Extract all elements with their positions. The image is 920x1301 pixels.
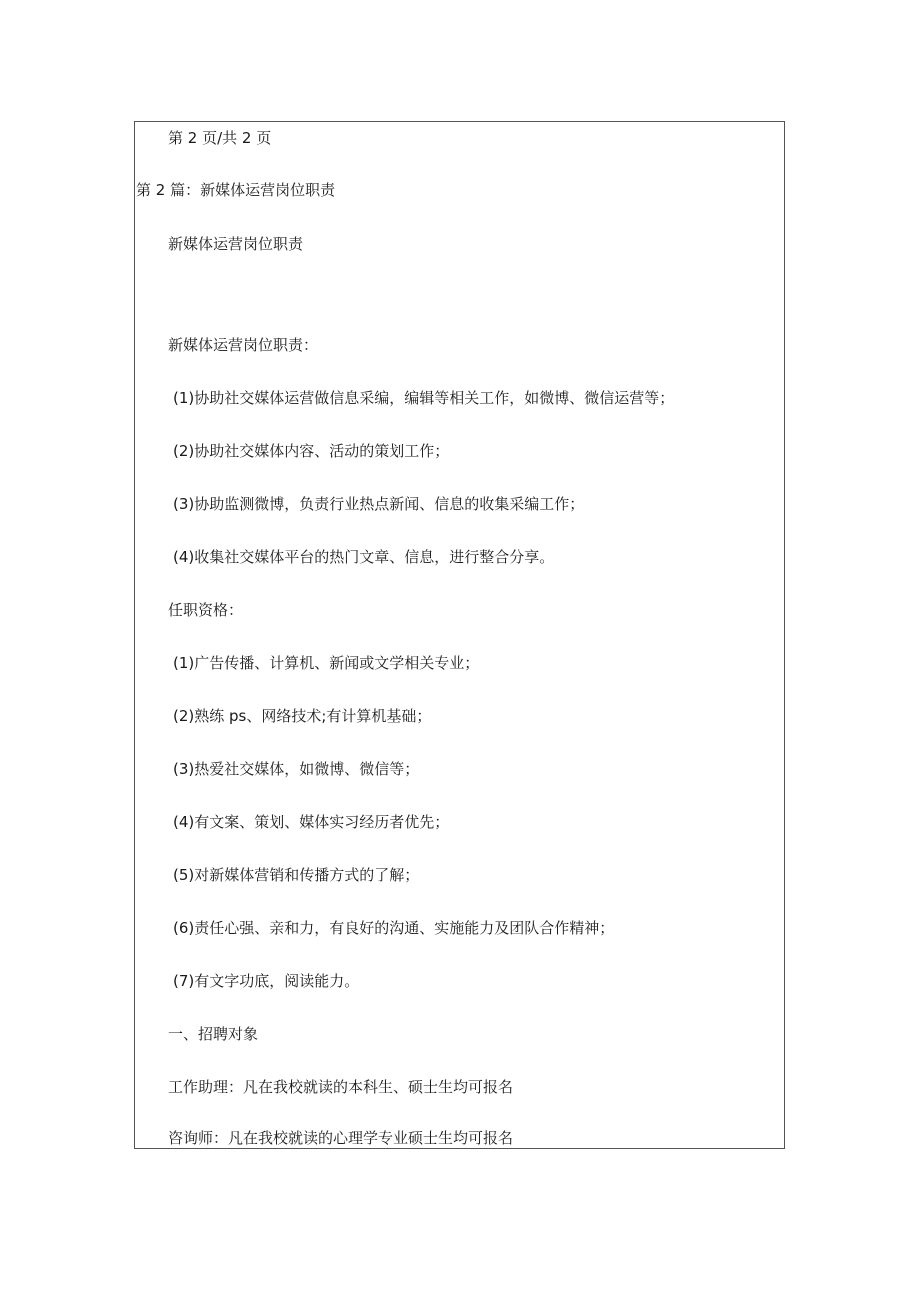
recruitment-section-title: 一、招聘对象 (168, 1025, 259, 1043)
qualification-item: (6)责任心强、亲和力，有良好的沟通、实施能力及团队合作精神； (173, 919, 615, 937)
document-frame (134, 121, 785, 1149)
qualifications-label: 任职资格： (168, 601, 244, 619)
qualification-item: (1)广告传播、计算机、新闻或文学相关专业； (173, 654, 480, 672)
duty-item: (2)协助社交媒体内容、活动的策划工作； (173, 442, 450, 460)
recruitment-item: 工作助理：凡在我校就读的本科生、硕士生均可报名 (168, 1078, 514, 1096)
recruitment-item: 咨询师：凡在我校就读的心理学专业硕士生均可报名 (168, 1129, 514, 1147)
duty-item: (4)收集社交媒体平台的热门文章、信息，进行整合分享。 (173, 548, 555, 566)
qualification-item: (7)有文字功底，阅读能力。 (173, 972, 360, 990)
duty-item: (1)协助社交媒体运营做信息采编，编辑等相关工作，如微博、微信运营等； (173, 389, 675, 407)
duty-item: (3)协助监测微博，负责行业热点新闻、信息的收集采编工作； (173, 495, 585, 513)
qualification-item: (5)对新媒体营销和传播方式的了解； (173, 866, 420, 884)
article-heading: 第 2 篇：新媒体运营岗位职责 (136, 181, 336, 199)
qualification-item: (4)有文案、策划、媒体实习经历者优先； (173, 813, 450, 831)
document-title: 新媒体运营岗位职责 (168, 235, 304, 253)
qualification-item: (3)热爱社交媒体，如微博、微信等； (173, 760, 420, 778)
page-indicator: 第 2 页/共 2 页 (168, 129, 272, 147)
duties-label: 新媒体运营岗位职责： (168, 336, 319, 354)
qualification-item: (2)熟练 ps、网络技术;有计算机基础； (173, 707, 432, 725)
